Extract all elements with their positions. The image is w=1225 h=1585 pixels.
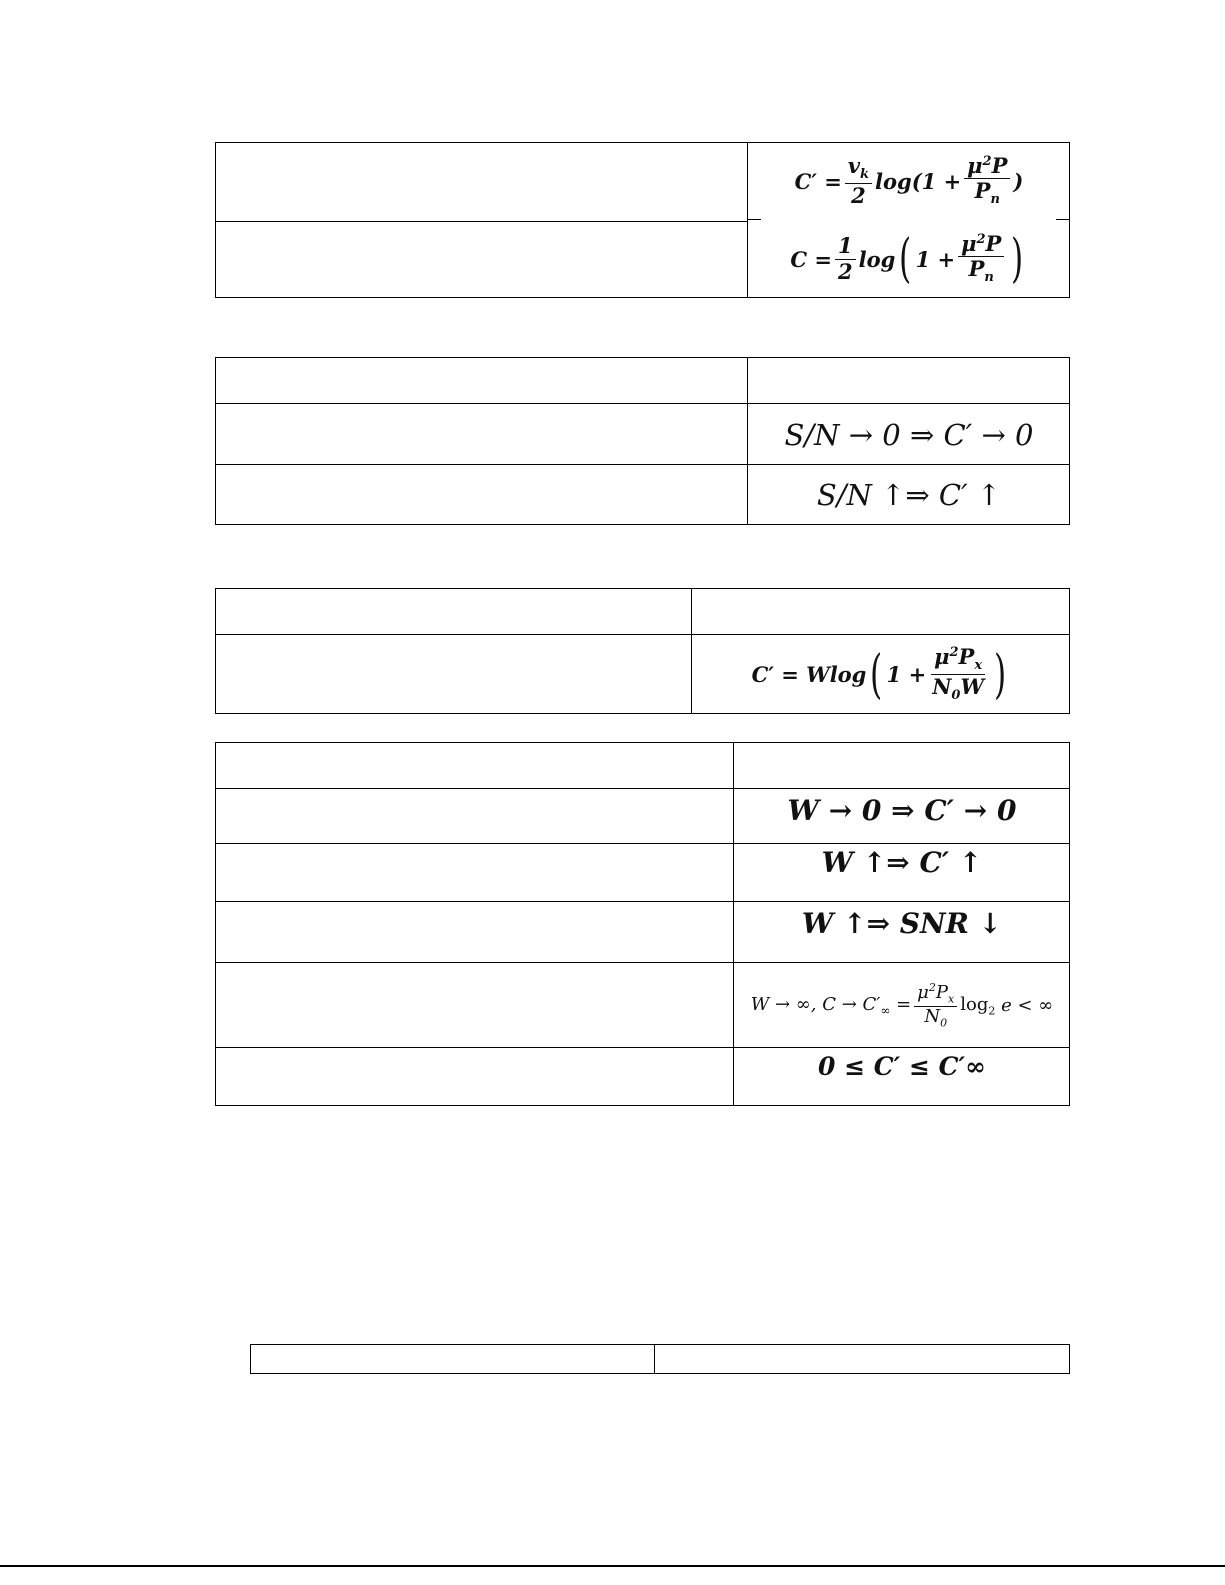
formula-text: S/N → 0 ⇒ C′ → 0 xyxy=(784,417,1034,452)
row-divider xyxy=(216,221,747,222)
snr-increase-formula xyxy=(749,466,1069,524)
row-divider-right-stub xyxy=(747,219,761,220)
row-divider xyxy=(216,403,1069,404)
formula-table-3 xyxy=(215,588,1070,714)
capacity-formula-half: C = $\frac{1}{2}$ log ( 1 + $\frac{\mu^2P}{P_n}$ ) xyxy=(790,229,1024,289)
snr-zero-formula xyxy=(749,405,1069,464)
capacity-formula-vk: C′ = $\frac{v_k}{2}$ log(1 + $\frac{\mu^2P}{P_n}$ ) xyxy=(794,153,1024,208)
row-divider xyxy=(216,634,1069,635)
column-divider xyxy=(691,589,692,713)
formula-table-2 xyxy=(215,357,1070,525)
bandwidth-capacity-formula: C′ = Wlog ( 1 + $\frac{\mu^2P_x}{N_0W}$ ) xyxy=(751,644,1007,705)
formula-text: W ↑⇒ C′ ↑ xyxy=(821,845,983,879)
page-bottom-rule xyxy=(0,1565,1225,1567)
formula-table-1 xyxy=(215,142,1070,298)
row-divider xyxy=(216,962,1069,963)
capacity-bound-formula xyxy=(735,1043,1069,1089)
bandwidth-limit-formula: W → ∞, $C \to C'_\infty$ = $\frac{\mu^2P_x}{N_0}$ $\log_2$ e < ∞ xyxy=(750,980,1054,1030)
column-divider xyxy=(747,358,748,524)
column-divider xyxy=(654,1345,655,1373)
bandwidth-increase-formula xyxy=(735,839,1069,885)
row-divider xyxy=(216,464,1069,465)
formula-text: S/N ↑⇒ C′ ↑ xyxy=(816,478,1002,512)
formula-text: 0 ≤ C′ ≤ C′∞ xyxy=(818,1051,986,1081)
column-divider xyxy=(733,743,734,1105)
row-divider-right-stub xyxy=(1056,219,1070,220)
empty-table xyxy=(250,1344,1070,1374)
formula-table-4 xyxy=(215,742,1070,1106)
column-divider xyxy=(747,143,748,297)
bandwidth-snr-formula xyxy=(735,898,1069,948)
bandwidth-zero-formula xyxy=(735,783,1069,838)
formula-text: W → 0 ⇒ C′ → 0 xyxy=(787,794,1017,827)
formula-text: W ↑⇒ SNR ↓ xyxy=(801,906,1003,940)
